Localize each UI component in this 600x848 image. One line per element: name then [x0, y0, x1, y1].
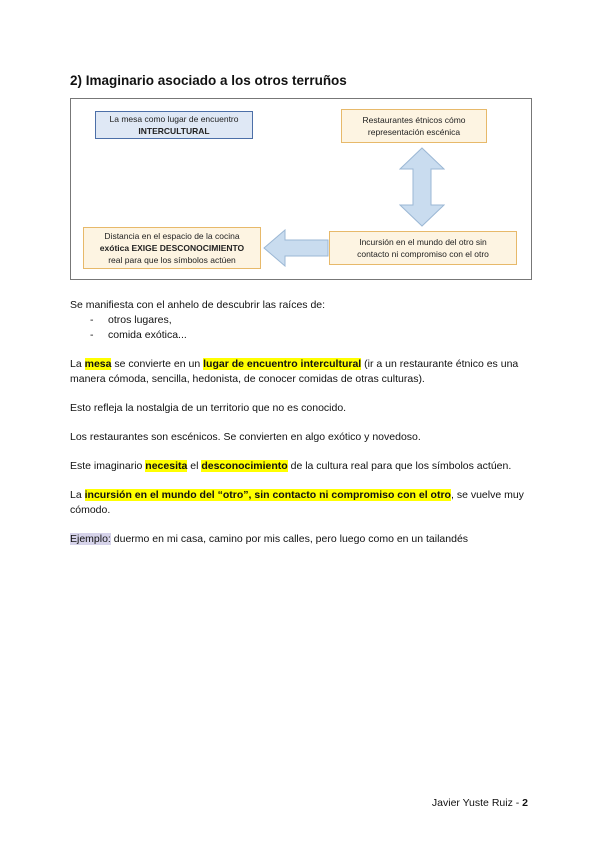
highlight-mesa: mesa: [84, 358, 112, 370]
highlight-necesita: necesita: [145, 460, 188, 472]
list-item: - otros lugares,: [70, 313, 532, 328]
text-run: se convierte en un: [111, 358, 204, 370]
box-text-line: exótica EXIGE DESCONOCIMIENTO: [99, 243, 245, 253]
box-text-line: INTERCULTURAL: [138, 126, 210, 136]
section-heading: 2) Imaginario asociado a los otros terruños: [70, 73, 347, 88]
paragraph-mesa: [70, 357, 532, 387]
box-text-line: La mesa como lugar de encuentro: [109, 114, 239, 124]
body-text: [70, 298, 532, 561]
highlight-lugar-encuentro: lugar de encuentro intercultural: [203, 358, 362, 370]
box-text-line: Distancia en el espacio de la cocina: [104, 231, 240, 241]
text-run: (ir a un restaurante étnico es una manera cómoda, sencilla, hedonista, de conocer comidas de otras culturas).: [70, 358, 519, 385]
text-run: , se vuelve muy cómodo.: [70, 489, 524, 516]
text-run: Este imaginario: [70, 460, 146, 472]
bullet-list: [70, 313, 532, 343]
list-item: - comida exótica...: [70, 328, 532, 343]
arrow-left-icon: [263, 229, 329, 267]
paragraph-escenicos: Los restaurantes son escénicos. Se convierten en algo exótico y novedoso.: [70, 431, 421, 443]
box-distancia-cocina: [83, 227, 261, 269]
page-footer: [432, 797, 528, 809]
box-text-line: Restaurantes étnicos cómo: [362, 115, 466, 125]
box-text-line: Incursión en el mundo del otro sin: [359, 237, 487, 247]
double-arrow-vertical-icon: [399, 147, 445, 227]
box-text-line: contacto ni compromiso con el otro: [357, 249, 489, 259]
paragraph-nostalgia: Esto refleja la nostalgia de un territorio que no es conocido.: [70, 402, 347, 414]
box-incursion-mundo-otro: [329, 231, 517, 265]
text-run: de la cultura real para que los símbolos actúen.: [287, 460, 512, 472]
paragraph-incursion: [70, 488, 532, 518]
intro-paragraph: Se manifiesta con el anhelo de descubrir las raíces de:: [70, 299, 326, 311]
paragraph-ejemplo: [70, 532, 532, 547]
text-run: el: [187, 460, 202, 472]
text-run: duermo en mi casa, camino por mis calles, pero luego como en un tailandés: [110, 533, 469, 545]
highlight-incursion: incursión en el mundo del “otro”, sin contacto ni compromiso con el otro: [84, 489, 451, 501]
ejemplo-label: Ejemplo:: [70, 533, 111, 545]
text-run: La: [70, 358, 85, 370]
paragraph-desconocimiento: [70, 459, 532, 474]
footer-author: Javier Yuste Ruiz -: [431, 797, 523, 809]
concept-diagram: [70, 98, 532, 280]
box-mesa-intercultural: [95, 111, 253, 139]
page-number: 2: [522, 797, 528, 809]
text-run: La: [70, 489, 85, 501]
box-text-line: representación escénica: [367, 127, 461, 137]
box-restaurantes-etnicos: [341, 109, 487, 143]
box-text-line: real para que los símbolos actúen: [108, 255, 236, 265]
highlight-desconocimiento: desconocimiento: [201, 460, 288, 472]
